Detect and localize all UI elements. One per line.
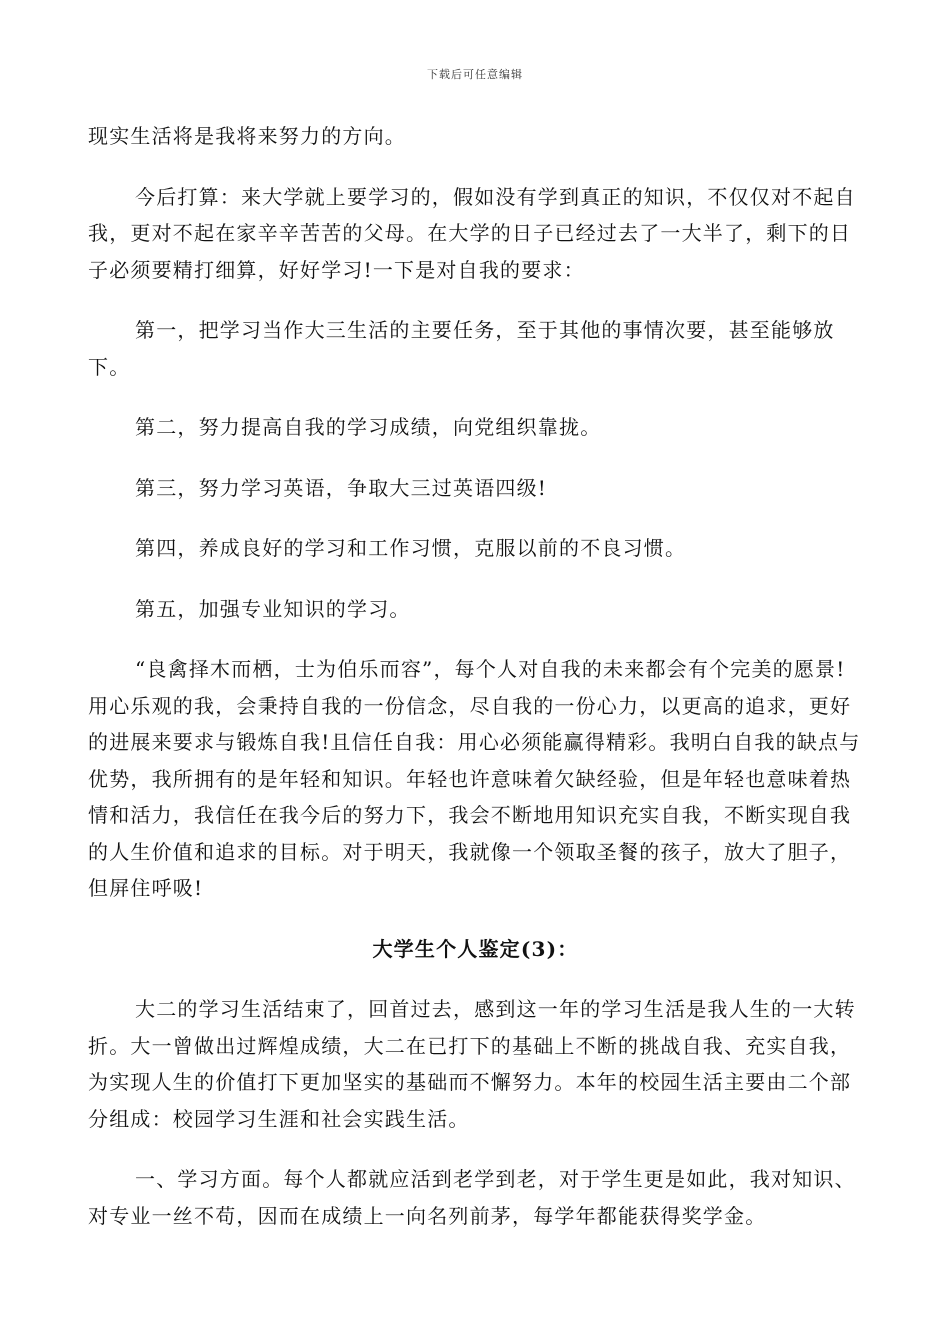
- paragraph-goal-4: 第四，养成良好的学习和工作习惯，克服以前的不良习惯。: [135, 536, 687, 560]
- document-body: [88, 118, 863, 1258]
- paragraph-continuation: 现实生活将是我将来努力的方向。: [88, 124, 406, 148]
- paragraph-goal-3: 第三，努力学习英语，争取大三过英语四级!: [135, 475, 548, 500]
- paragraph-future-plan: 今后打算：来大学就上要学习的，假如没有学到真正的知识，不仅仅对不起自我，更对不起在家辛辛苦苦的父母。在大学的日子已经过去了一大半了，剩下的日子必须要精打细算，好好学习!一下是对自我的要求：: [88, 184, 856, 282]
- section-title: 大学生个人鉴定(3)：: [372, 936, 579, 961]
- paragraph-conclusion: “良禽择木而栖，士为伯乐而容”，每个人对自我的未来都会有个完美的愿景!用心乐观的我，会秉持自我的一份信念，尽自我的一份心力，以更高的追求，更好的进展来要求与锻炼自我!且信任自我：用心必须能赢得精彩。我明白自我的缺点与优势，我所拥有的是年轻和知识。年轻也许意味着欠缺经验，但是年轻也意味着热情和活力，我信任在我今后的努力下，我会不断地用知识充实自我，不断实现自我的人生价值和追求的目标。对于明天，我就像一个领取圣餐的孩子，放大了胆子，但屏住呼吸!: [88, 657, 861, 900]
- page-header: 下载后可任意编辑: [427, 68, 523, 81]
- paragraph-study: 一、学习方面。每个人都就应活到老学到老，对于学生更是如此，我对知识、对专业一丝不苟，因而在成绩上一向名列前茅，每学年都能获得奖学金。: [88, 1167, 856, 1228]
- paragraph-intro: 大二的学习生活结束了，回首过去，感到这一年的学习生活是我人生的一大转折。大一曾做出过辉煌成绩，大二在已打下的基础上不断的挑战自我、充实自我，为实现人生的价值打下更加坚实的基础而不懈努力。本年的校园生活主要由二个部分组成：校园学习生涯和社会实践生活。: [88, 997, 856, 1131]
- paragraph-goal-1: 第一，把学习当作大三生活的主要任务，至于其他的事情次要，甚至能够放下。: [88, 318, 835, 379]
- paragraph-goal-5: 第五，加强专业知识的学习。: [135, 596, 411, 621]
- paragraph-goal-2: 第二，努力提高自我的学习成绩，向党组织靠拢。: [135, 415, 602, 439]
